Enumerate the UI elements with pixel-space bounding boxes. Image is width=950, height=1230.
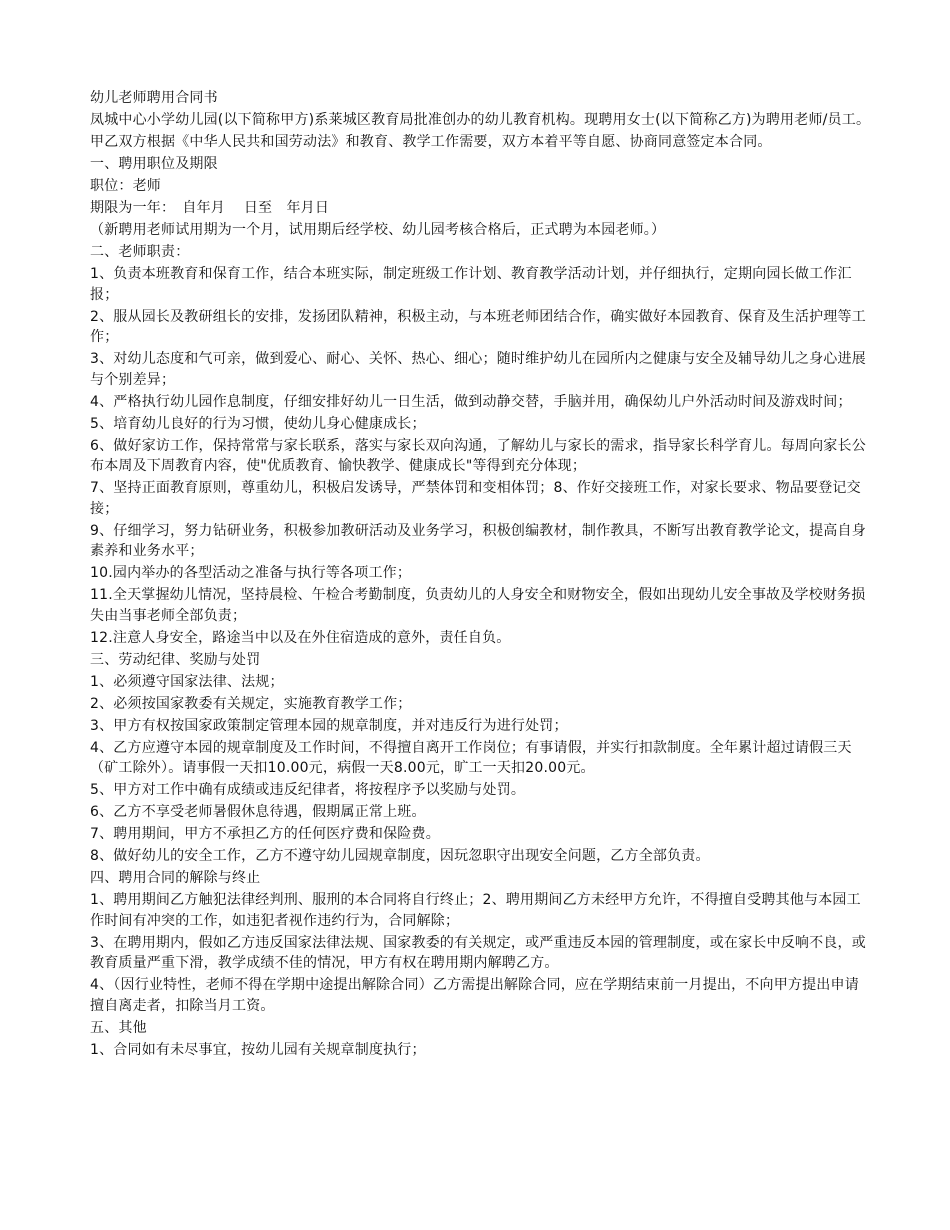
position-line: 职位：老师	[90, 178, 161, 194]
discipline-item: 2、必须按国家教委有关规定，实施教育教学工作；	[90, 695, 412, 712]
duty-item: 2、服从园长及教研组长的安排，发扬团队精神，积极主动，与本班老师团结合作，确实做好本园教育、保育及生活护理等工作；	[90, 308, 866, 345]
duty-item: 1、负责本班教育和保育工作，结合本班实际，制定班级工作计划、教育教学活动计划，并仔细执行，定期向园长做工作汇报；	[90, 266, 852, 303]
discipline-item: 3、甲方有权按国家政策制定管理本园的规章制度，并对违反行为进行处罚；	[90, 717, 568, 734]
section-heading-2: 二、老师职责：	[90, 244, 190, 260]
document-body	[90, 88, 872, 1062]
section-heading-3: 三、劳动纪律、奖励与处罚	[90, 651, 261, 668]
termination-item: 3、在聘用期内，假如乙方违反国家法律法规、国家教委的有关规定，或严重违反本园的管理制度，或在家长中反响不良，或教育质量严重下滑，教学成绩不佳的情况，甲方有权在聘用期内解聘乙方。	[90, 934, 866, 971]
discipline-item: 4、乙方应遵守本园的规章制度及工作时间，不得擅自离开工作岗位；有事请假，并实行扣款制度。全年累计超过请假三天（矿工除外）。请事假一天扣10.00元，病假一天8.00元，旷工一天扣20.00元。	[90, 739, 852, 776]
other-item: 1、合同如有未尽事宜，按幼儿园有关规章制度执行；	[90, 1041, 426, 1058]
discipline-item: 1、必须遵守国家法律、法规；	[90, 673, 284, 690]
discipline-item: 6、乙方不享受老师暑假休息待遇，假期属正常上班。	[90, 804, 426, 820]
probation-note: （新聘用老师试用期为一个月，试用期后经学校、幼儿园考核合格后，正式聘为本园老师。）	[90, 222, 666, 238]
discipline-item: 7、聘用期间，甲方不承担乙方的任何医疗费和保险费。	[90, 826, 440, 842]
duty-item: 3、对幼儿态度和气可亲，做到爱心、耐心、关怀、热心、细心；随时维护幼儿在园所内之健康与安全及辅导幼儿之身心进展与个别差异；	[90, 351, 866, 388]
section-heading-1: 一、聘用职位及期限	[90, 156, 218, 172]
termination-item: 4、（因行业特性，老师不得在学期中途提出解除合同）乙方需提出解除合同，应在学期结束前一月提出，不向甲方提出申请擅自离走者，扣除当月工资。	[90, 977, 859, 1014]
duty-item: 4、严格执行幼儿园作息制度，仔细安排好幼儿一日生活，做到动静交替，手脑并用，确保幼儿户外活动时间及游戏时间；	[90, 393, 852, 410]
duty-item: 12.注意人身安全，路途当中以及在外住宿造成的意外，责任自负。	[90, 629, 511, 646]
duty-item: 5、培育幼儿良好的行为习惯，使幼儿身心健康成长；	[90, 415, 426, 432]
discipline-item: 5、甲方对工作中确有成绩或违反纪律者，将按程序予以奖励与处罚。	[90, 782, 526, 798]
intro-paragraph: 凤城中心小学幼儿园(以下简称甲方)系莱城区教育局批准创办的幼儿教育机构。现聘用女士(以下简称乙方)为聘用老师/员工。	[90, 112, 871, 128]
duty-item: 10.园内举办的各型活动之准备与执行等各项工作；	[90, 565, 412, 581]
section-heading-4: 四、聘用合同的解除与终止	[90, 870, 261, 886]
term-line: 期限为一年： 自年月 日至 年月日	[90, 200, 330, 216]
duty-item: 6、做好家访工作，保持常常与家长联系，落实与家长双向沟通，了解幼儿与家长的需求，指导家长科学育儿。每周向家长公布本周及下周教育内容，使"优质教育、愉快教学、健康成长"等得到充分体现；	[90, 437, 866, 474]
document-title: 幼儿老师聘用合同书	[90, 90, 218, 106]
discipline-item: 8、做好幼儿的安全工作，乙方不遵守幼儿园规章制度，因玩忽职守出现安全问题，乙方全部负责。	[90, 848, 710, 864]
duty-item: 7、坚持正面教育原则，尊重幼儿，积极启发诱导，严禁体罚和变相体罚；8、作好交接班工作，对家长要求、物品要登记交接；	[90, 480, 861, 517]
duty-item: 9、仔细学习，努力钻研业务，积极参加教研活动及业务学习，积极创编教材，制作教具，不断写出教育教学论文，提高自身素养和业务水平；	[90, 522, 866, 559]
basis-paragraph: 甲乙双方根据《中华人民共和国劳动法》和教育、教学工作需要，双方本着平等自愿、协商同意签定本合同。	[90, 134, 772, 150]
termination-item: 1、聘用期间乙方触犯法律经判刑、服刑的本合同将自行终止；2、聘用期间乙方未经甲方允许，不得擅自受聘其他与本园工作时间有冲突的工作，如违犯者视作违约行为，合同解除；	[90, 892, 861, 929]
duty-item: 11.全天掌握幼儿情况，坚持晨检、午检合考勤制度，负责幼儿的人身安全和财物安全，假如出现幼儿安全事故及学校财务损失由当事老师全部负责；	[90, 587, 866, 624]
section-heading-5: 五、其他	[90, 1019, 147, 1036]
